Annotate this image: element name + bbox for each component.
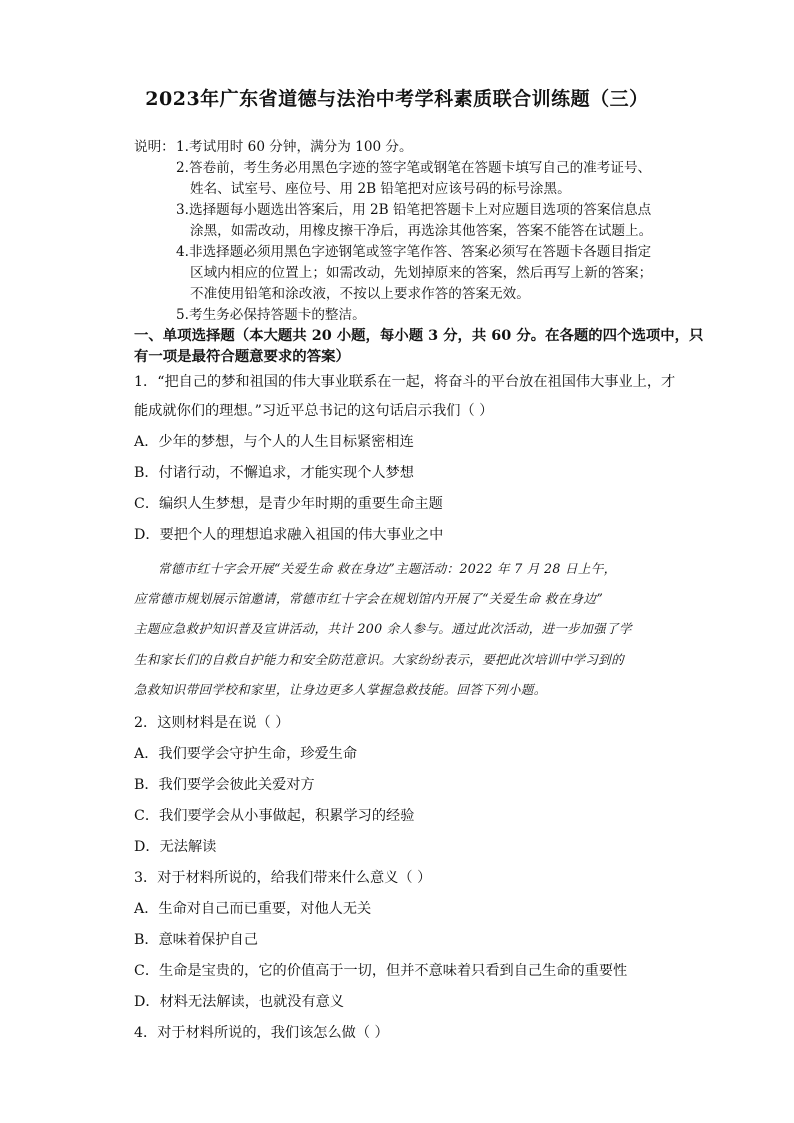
instruction-line: 3.选择题每小题选出答案后，用 2B 铅笔把答题卡上对应题目选项的答案信息点 <box>176 202 652 218</box>
question-3-option-d: D．材料无法解读，也就没有意义 <box>134 994 345 1010</box>
question-1-option-a: A．少年的梦想，与个人的人生目标紧密相连 <box>134 434 414 450</box>
question-2-stem: 2．这则材料是在说（ ） <box>134 715 290 731</box>
question-2-option-b: B．我们要学会彼此关爱对方 <box>134 777 315 793</box>
instruction-line: 2.答卷前，考生务必用黑色字迹的签字笔或钢笔在答题卡填写自己的准考证号、 <box>176 160 652 176</box>
material-line: 急救知识带回学校和家里，让身边更多人掌握急救技能。回答下列小题。 <box>134 682 547 697</box>
question-3-option-a: A．生命对自己而已重要，对他人无关 <box>134 901 372 917</box>
question-2-option-a: A．我们要学会守护生命，珍爱生命 <box>134 746 358 762</box>
material-line: 常德市红十字会开展“关爱生命 救在身边”主题活动：2022 年 7 月 28 日上午， <box>158 561 617 576</box>
instructions-label: 说明： <box>134 139 175 155</box>
question-1-stem: 1．“把自己的梦和祖国的伟大事业联系在一起，将奋斗的平台放在祖国伟大事业上，才 <box>134 374 676 390</box>
instruction-line: 不准使用铅笔和涂改液，不按以上要求作答的答案无效。 <box>190 286 530 302</box>
instruction-line: 涂黑，如需改动，用橡皮擦干净后，再选涂其他答案，答案不能答在试题上。 <box>190 223 653 239</box>
question-3-stem: 3．对于材料所说的，给我们带来什么意义（ ） <box>134 870 432 886</box>
material-line: 主题应急救护知识普及宣讲活动，共计 200 余人参与。通过此次活动，进一步加强了学 <box>134 621 632 636</box>
material-line: 应常德市规划展示馆邀请，常德市红十字会在规划馆内开展了“关爱生命 救在身边” <box>134 591 604 606</box>
question-3-option-c: C．生命是宝贵的，它的价值高于一切，但并不意味着只看到自己生命的重要性 <box>134 963 628 979</box>
question-2-option-d: D．无法解读 <box>134 839 217 855</box>
question-3-option-b: B．意味着保护自己 <box>134 932 258 948</box>
instruction-line: 区域内相应的位置上；如需改动，先划掉原来的答案，然后再写上新的答案； <box>190 265 653 281</box>
exam-title: 2023年广东省道德与法治中考学科素质联合训练题（三） <box>145 88 649 110</box>
instruction-line: 姓名、试室号、座位号、用 2B 铅笔把对应该号码的标号涂黑。 <box>190 181 571 197</box>
instruction-line: 1.考试用时 60 分钟，满分为 100 分。 <box>176 139 413 155</box>
question-1-option-d: D．要把个人的理想追求融入祖国的伟大事业之中 <box>134 527 444 543</box>
question-4-stem: 4．对于材料所说的，我们该怎么做（ ） <box>134 1025 389 1041</box>
instruction-line: 4.非选择题必须用黑色字迹钢笔或签字笔作答、答案必须写在答题卡各题目指定 <box>176 244 652 260</box>
instruction-line: 5.考生务必保持答题卡的整洁。 <box>176 307 366 323</box>
question-1-stem: 能成就你们的理想。”习近平总书记的这句话启示我们（ ） <box>134 403 494 419</box>
question-2-option-c: C．我们要学会从小事做起，积累学习的经验 <box>134 808 415 824</box>
question-1-option-b: B．付诸行动，不懈追求，才能实现个人梦想 <box>134 465 414 481</box>
section-heading: 一、单项选择题（本大题共 20 小题，每小题 3 分，共 60 分。在各题的四个选项中，只 <box>134 327 704 344</box>
section-heading: 有一项是最符合题意要求的答案） <box>134 348 350 365</box>
question-1-option-c: C．编织人生梦想，是青少年时期的重要生命主题 <box>134 496 443 512</box>
material-line: 生和家长们的自救自护能力和安全防范意识。大家纷纷表示，要把此次培训中学习到的 <box>134 652 624 667</box>
